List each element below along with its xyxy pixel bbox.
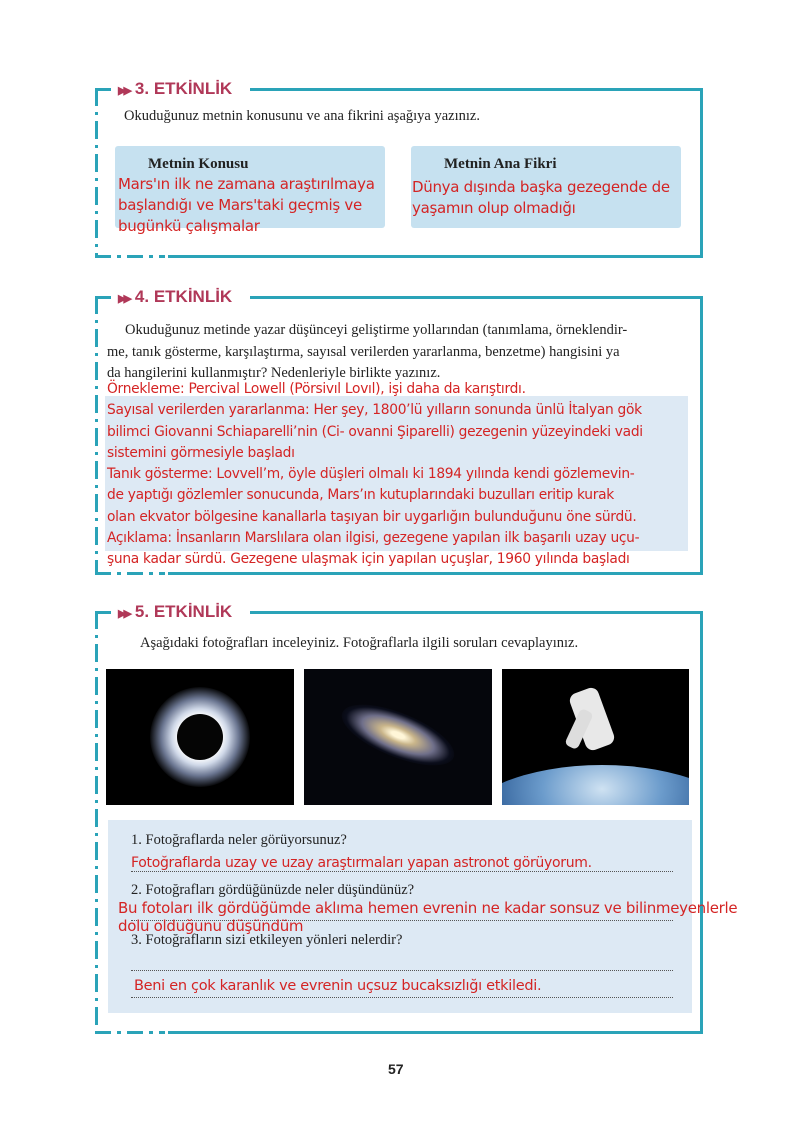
activity-3-title-text: 3. ETKİNLİK [134,79,233,98]
question-3: 3. Fotoğrafların sizi etkileyen yönleri nelerdir? [131,932,403,948]
answer-3[interactable]: Beni en çok karanlık ve evrenin uçsuz bucaksızlığı etkiledi. [134,978,542,994]
activity-4-title [116,287,234,307]
answer-line-dotted [131,997,673,998]
answer-line: başlandığı ve Mars'taki geçmiş ve [118,196,362,214]
activity-5-title-text: 5. ETKİNLİK [134,602,233,621]
activity-5-title [116,602,234,622]
answer-2[interactable] [118,899,737,935]
double-arrow-icon: ▶▶ [118,85,129,97]
answer-line: olan ekvator bölgesine kanallarla taşıyan bir uygarlığın bulunduğunu öne sürdü. [107,508,637,525]
answer-line: Sayısal verilerden yararlanma: Her şey, 1800’lü yılların sonunda ünlü İtalyan gök [107,402,642,419]
activity-5-instruction: Aşağıdaki fotoğrafları inceleyiniz. Fotoğraflarla ilgili soruları cevaplayınız. [140,635,579,651]
answer-line: bugünkü çalışmalar [118,217,260,235]
answer-line: Açıklama: İnsanların Marslılara olan ilgisi, gezegene yapılan ilk başarılı uzay uçu- [107,530,640,547]
topic-answer[interactable] [118,174,375,237]
main-idea-heading: Metnin Ana Fikri [444,156,557,172]
question-2: 2. Fotoğrafları gördüğünüzde neler düşündünüz? [131,882,415,898]
answer-line-dotted [131,871,673,872]
answer-line: şuna kadar sürdü. Gezegene ulaşmak için yapılan uçuşlar, 1960 yılında başladı [107,551,630,568]
astronaut-photo [502,669,689,805]
galaxy-photo [304,669,492,805]
solar-eclipse-photo [106,669,294,805]
answer-line: yaşamın olup olmadığı [412,199,576,217]
answer-line: Bu fotoları ilk gördüğümde aklıma hemen evrenin ne kadar sonsuz ve bilinmeyenlerle [118,899,738,917]
answer-line: bilimci Giovanni Schiaparelli’nin (Ci- ovanni Şiparelli) gezegenin yüzeyindeki vadi [107,423,643,440]
answer-line: Dünya dışında başka gezegende de [412,178,670,196]
instruction-line: me, tanık gösterme, karşılaştırma, sayısal verilerden yararlanma, benzetme) hangisini ya [107,343,620,360]
question-1: 1. Fotoğraflarda neler görüyorsunuz? [131,832,347,848]
answer-line: de yaptığı gözlemler sonucunda, Mars’ın kutuplarındaki buzulları eritip kurak [107,487,614,504]
topic-heading: Metnin Konusu [148,156,249,172]
double-arrow-icon: ▶▶ [118,293,129,305]
answer-line: Örnekleme: Percival Lowell (Pörsivıl Lovıl), işi daha da karıştırdı. [107,381,526,397]
double-arrow-icon: ▶▶ [118,608,129,620]
answer-line-dotted [131,970,673,971]
activity-3-instruction: Okuduğunuz metnin konusunu ve ana fikrini aşağıya yazınız. [124,108,480,124]
instruction-line: da hangilerini kullanmıştır? Nedenleriyle birlikte yazınız. [107,365,441,381]
activity-4-answer[interactable] [107,379,643,571]
main-idea-answer[interactable] [412,177,670,219]
instruction-line: Okuduğunuz metinde yazar düşünceyi geliştirme yollarından (tanımlama, örneklendir- [125,322,628,338]
answer-line: Mars'ın ilk ne zamana araştırılmaya [118,175,375,193]
answer-line: Tanık gösterme: Lovvell’m, öyle düşleri olmalı ki 1894 yılında kendi gözlemevin- [107,466,635,483]
answer-1[interactable]: Fotoğraflarda uzay ve uzay araştırmaları yapan astronot görüyorum. [131,855,592,871]
activity-4-title-text: 4. ETKİNLİK [134,287,233,306]
activity-3-title [116,79,234,99]
activity-4-instruction [107,320,687,385]
page-number: 57 [388,1061,404,1077]
answer-line: sistemini görmesiyle başladı [107,444,295,461]
answer-line: dolu olduğunu düşündüm [118,917,304,935]
